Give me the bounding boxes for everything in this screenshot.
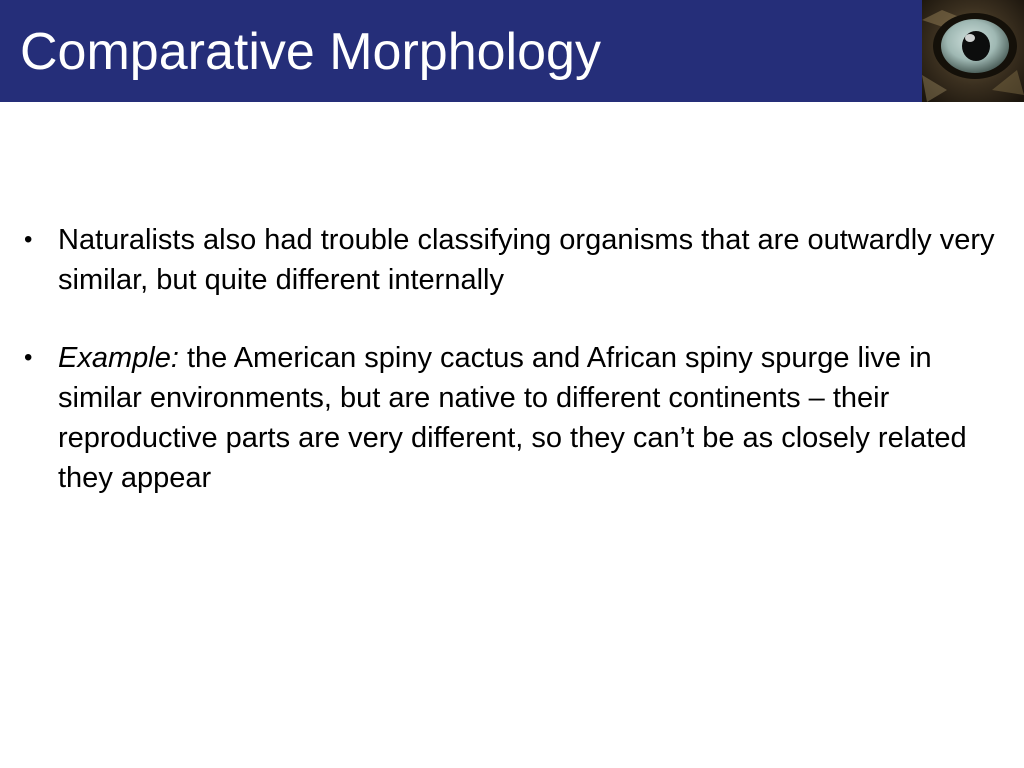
bullet-text: Naturalists also had trouble classifying organisms that are outwardly very similar, but quite different internally <box>58 224 995 296</box>
slide-title: Comparative Morphology <box>20 23 601 81</box>
bullet-lead: Example: <box>58 342 179 374</box>
bullet-marker: • <box>24 344 33 371</box>
title-bar <box>0 0 922 102</box>
eye-photo <box>922 0 1024 102</box>
bullet-marker: • <box>24 226 33 253</box>
bullet-item <box>18 338 1008 498</box>
bullet-text: the American spiny cactus and African spiny spurge live in similar environments, but are native to different continents – their reproductive parts are very different, so they can’t be as closely related they appear <box>58 342 967 494</box>
bullet-list <box>18 220 1008 536</box>
eye-image <box>922 0 1024 102</box>
bullet-item <box>18 220 1008 300</box>
